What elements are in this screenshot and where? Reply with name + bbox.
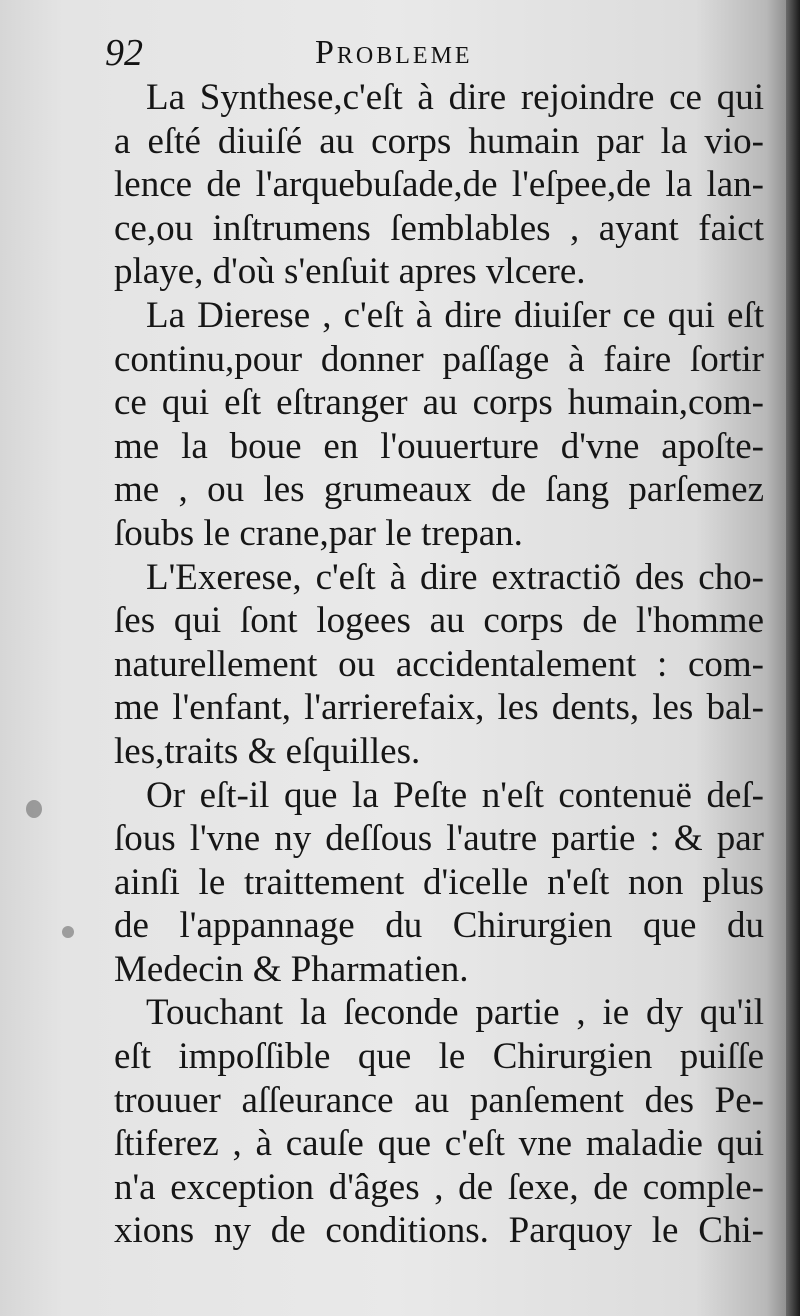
running-head: Probleme xyxy=(315,34,473,71)
text-line: L'Exerese, c'eſt à dire extractiõ des cho- xyxy=(146,556,764,598)
text-line: xions ny de conditions. Parquoy le Chi- xyxy=(114,1210,764,1252)
text-line: me , ou les grumeaux de ſang parſemez xyxy=(114,469,764,511)
text-line: continu,pour donner paſſage à faire ſortir xyxy=(114,338,764,380)
body-text xyxy=(114,76,764,1253)
text-line: Touchant la ſeconde partie , ie dy qu'il xyxy=(146,992,764,1034)
text-line: me l'enfant, l'arrierefaix, les dents, les bal- xyxy=(114,687,764,729)
text-line: lence de l'arquebuſade,de l'eſpee,de la lan- xyxy=(114,164,764,206)
paragraph-exerese xyxy=(114,556,764,774)
text-line: a eſté diuiſé au corps humain par la vio- xyxy=(114,120,764,162)
text-line: ſes qui ſont logees au corps de l'homme xyxy=(114,600,764,642)
text-line: ſous l'vne ny deſſous l'autre partie : & par xyxy=(114,818,764,860)
text-line: ce qui eſt eſtranger au corps humain,com- xyxy=(114,382,764,424)
ink-spot xyxy=(26,800,42,818)
paragraph-dierese xyxy=(114,294,764,556)
text-line: n'a exception d'âges , de ſexe, de comple- xyxy=(114,1166,764,1208)
text-line: ſoubs le crane,par le trepan. xyxy=(114,512,523,554)
paragraph-seconde-partie xyxy=(114,991,764,1253)
page-edge-shadow xyxy=(786,0,800,1316)
paragraph-peste xyxy=(114,774,764,992)
text-line: Medecin & Pharmatien. xyxy=(114,948,469,990)
ink-spot xyxy=(62,926,74,938)
text-line: me la boue en l'ouuerture d'vne apoſte- xyxy=(114,425,764,467)
text-line: trouuer aſſeurance au panſement des Pe- xyxy=(114,1079,764,1121)
text-line: ainſi le traittement d'icelle n'eſt non plus xyxy=(114,861,764,903)
text-line: de l'appannage du Chirurgien que du xyxy=(114,905,764,947)
text-line: La Dierese , c'eſt à dire diuiſer ce qui eſt xyxy=(146,294,764,336)
text-line: La Synthese,c'eſt à dire rejoindre ce qui xyxy=(146,77,764,118)
text-line: eſt impoſſible que le Chirurgien puiſſe xyxy=(114,1036,764,1078)
text-line: ce,ou inſtrumens ſemblables , ayant faict xyxy=(114,207,764,249)
text-line: playe, d'où s'enſuit apres vlcere. xyxy=(114,251,586,293)
text-line: Or eſt-il que la Peſte n'eſt contenuë deſ- xyxy=(146,774,764,816)
text-line: les,traits & eſquilles. xyxy=(114,730,421,772)
paragraph-synthese xyxy=(114,76,764,294)
text-line: ſtiferez , à cauſe que c'eſt vne maladie qui xyxy=(114,1123,764,1165)
text-line: naturellement ou accidentalement : com- xyxy=(114,643,764,685)
page-header xyxy=(105,28,745,78)
page-number: 92 xyxy=(105,32,143,74)
